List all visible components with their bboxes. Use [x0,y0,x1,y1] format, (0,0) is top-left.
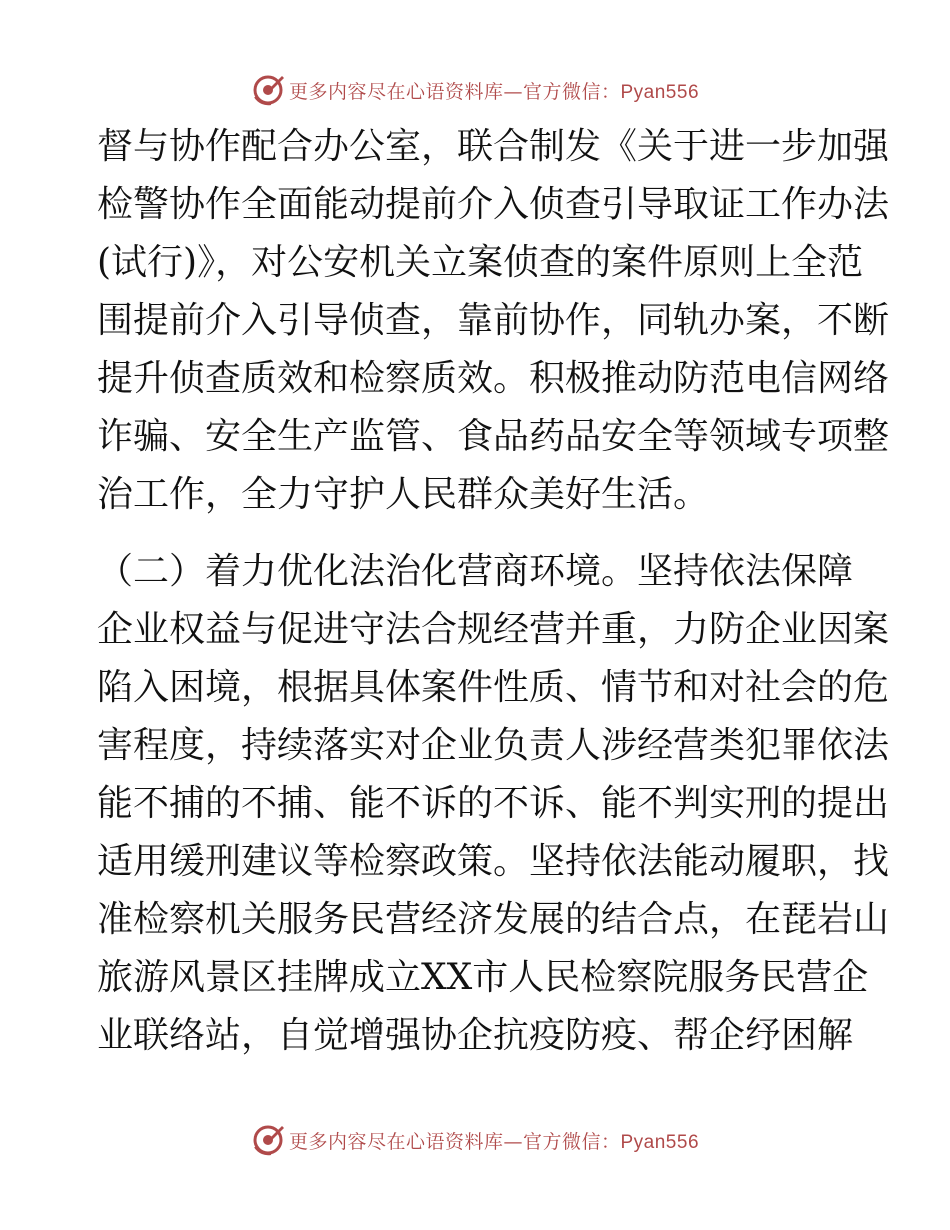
footer-wechat-id: Pyan556 [620,1131,700,1153]
paragraph-1 [97,118,890,524]
text-line: 能不捕的不捕、能不诉的不诉、能不判实刑的提出 [97,783,890,824]
footer-contact-text: 官方微信： [522,1130,621,1153]
text-line: 提升侦查质效和检察质效。积极推动防范电信网络 [97,358,890,399]
footer-watermark [0,1120,950,1160]
header-watermark [0,70,950,110]
text-line: 检警协作全面能动提前介入侦查引导取证工作办法 [97,184,890,225]
text-line: 诈骗、安全生产监管、食品药品安全等领域专项整 [97,416,890,457]
text-line: 业联络站，自觉增强协企抗疫防疫、帮企纾困解 [97,1015,854,1056]
text-line: （二）着力优化法治化营商环境。坚持依法保障 [97,551,854,592]
text-line: 害程度，持续落实对企业负责人涉经营类犯罪依法 [97,725,890,766]
text-line: 适用缓刑建议等检察政策。坚持依法能动履职，找 [97,841,890,882]
header-contact-text: 官方微信： [522,80,621,103]
header-wechat-id: Pyan556 [620,81,700,103]
header-dash: — [503,80,523,103]
paragraph-2 [97,543,890,1065]
text-line: 治工作，全力守护人民群众美好生活。 [97,474,710,515]
text-line: 围提前介入引导侦查，靠前协作，同轨办案，不断 [97,300,890,341]
text-line: 督与协作配合办公室，联合制发《关于进一步加强 [97,126,890,167]
header-site-text: 更多内容尽在心语资料库 [288,80,504,103]
text-line: 旅游风景区挂牌成立XX市人民检察院服务民营企 [97,957,869,998]
pen-logo-icon [251,1123,285,1157]
footer-site-text: 更多内容尽在心语资料库 [288,1130,504,1153]
footer-dash: — [503,1130,523,1153]
text-line: 准检察机关服务民营经济发展的结合点，在琵岩山 [97,899,890,940]
pen-logo-icon [251,73,285,107]
text-line: 企业权益与促进守法合规经营并重，力防企业因案 [97,609,890,650]
text-line: 陷入困境，根据具体案件性质、情节和对社会的危 [97,667,890,708]
text-line: (试行)》，对公安机关立案侦查的案件原则上全范 [97,242,864,283]
